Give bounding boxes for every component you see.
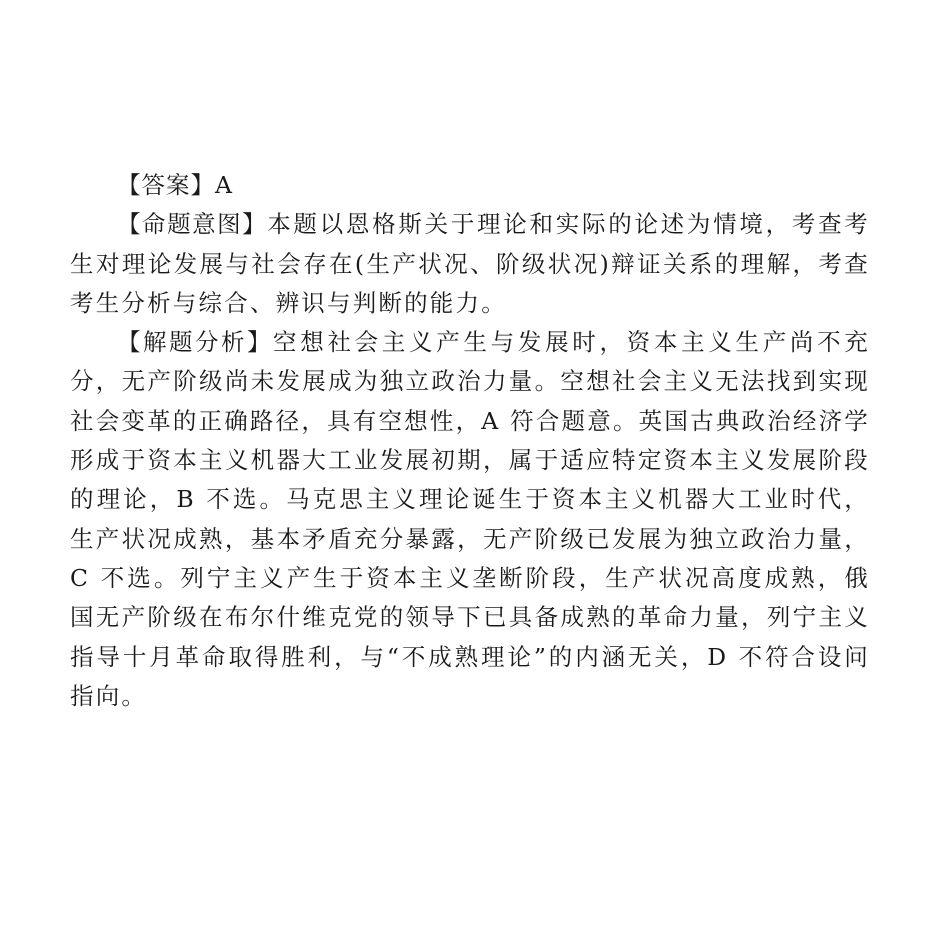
answer-text: A (215, 171, 235, 199)
analysis-tag: 【解题分析】 (117, 328, 274, 357)
analysis-paragraph (70, 323, 870, 716)
analysis-text: 空想社会主义产生与发展时，资本主义生产尚不充分，无产阶级尚未发展成为独立政治力量。空想社会主义无法找到实现社会变革的正确路径，具有空想性，A 符合题意。英国古典政治经济学形成于资本主义机器大工业发展初期，属于适应特定资本主义发展阶段的理论，B 不选。马克思主义理论诞生于资本主义机器大工业时代，生产状况成熟，基本矛盾充分暴露，无产阶级已发展为独立政治力量，C 不选。列宁主义产生于资本主义垄断阶段，生产状况高度成熟，俄国无产阶级在布尔什维克党的领导下已具备成熟的革命力量，列宁主义指导十月革命取得胜利，与“不成熟理论”的内涵无关，D 不符合设问指向。 (70, 328, 871, 710)
intent-paragraph (70, 205, 870, 323)
answer-paragraph (70, 166, 870, 205)
document-body (70, 166, 870, 716)
intent-tag: 【命题意图】 (117, 210, 268, 239)
intent-text: 本题以恩格斯关于理论和实际的论述为情境，考查考生对理论发展与社会存在(生产状况、阶级状况)辩证关系的理解，考查考生分析与综合、辨识与判断的能力。 (70, 210, 871, 317)
answer-tag: 【答案】 (117, 171, 215, 199)
